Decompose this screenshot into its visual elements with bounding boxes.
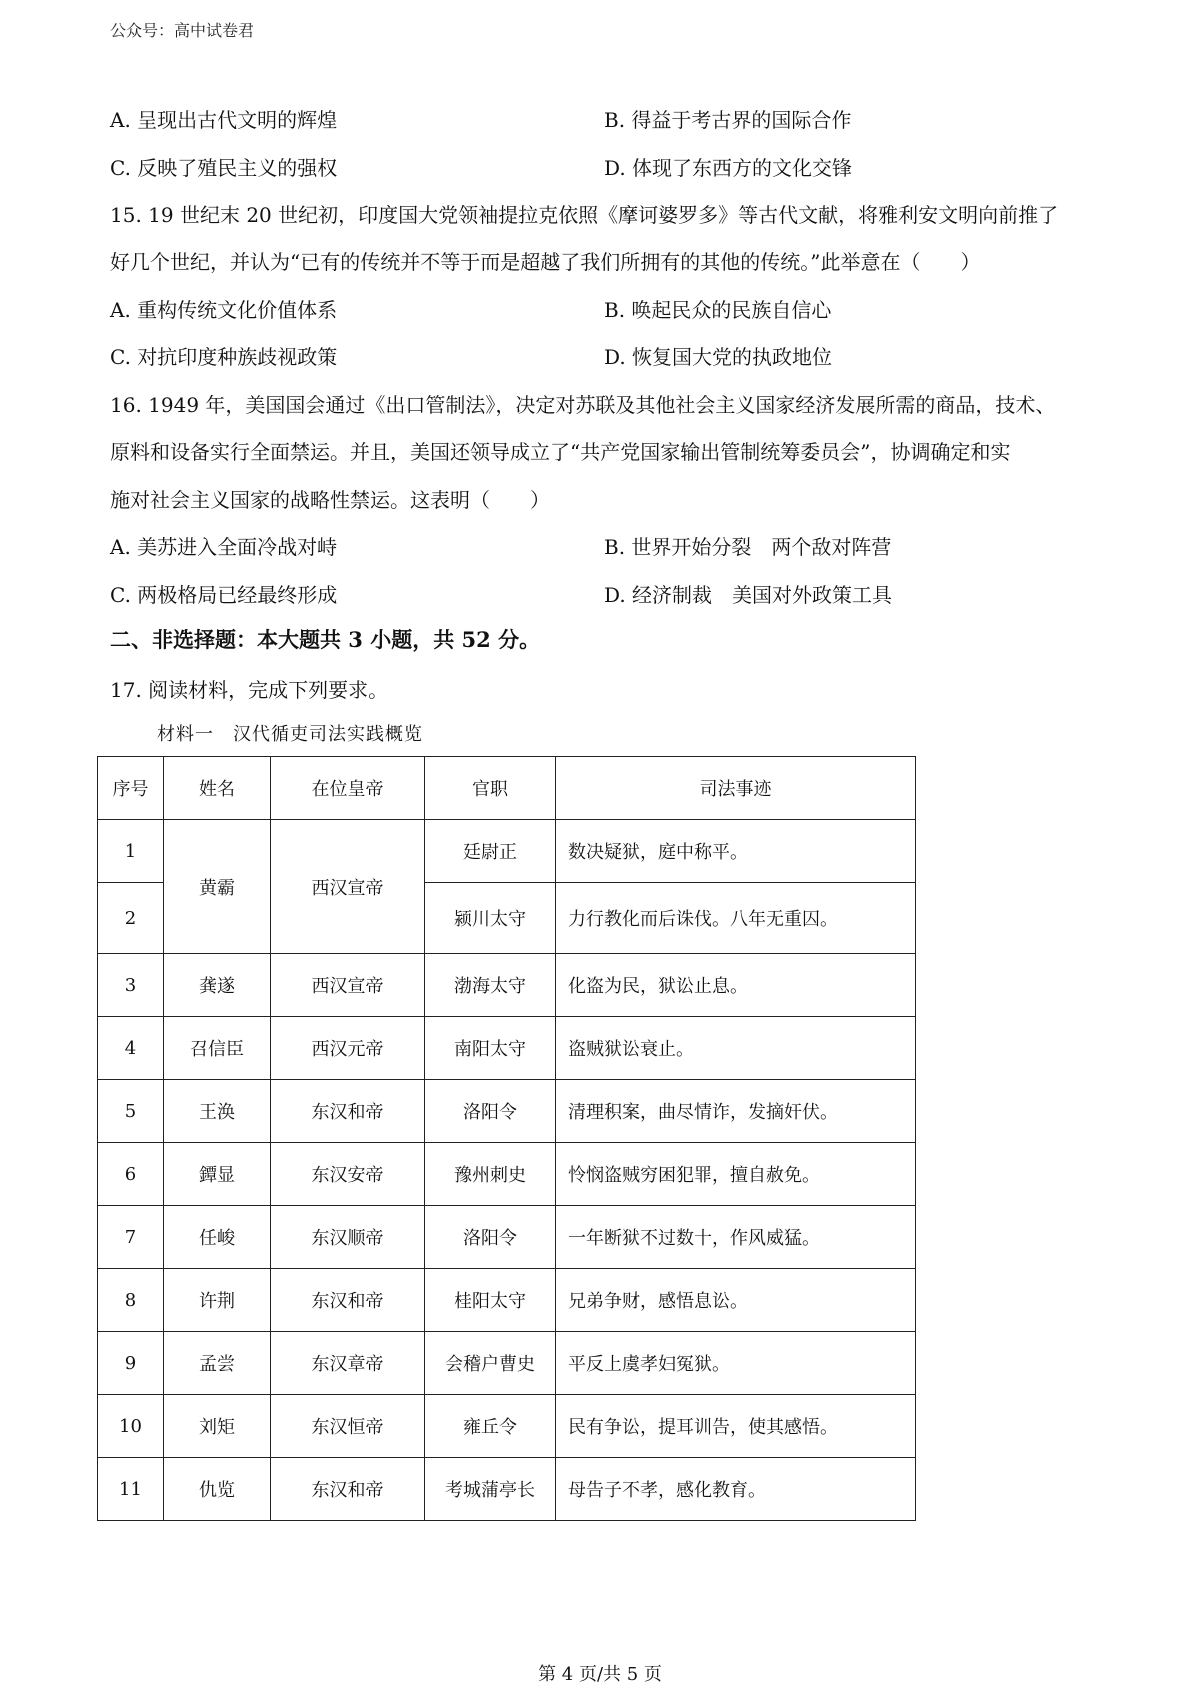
- judicial-deed: 兄弟争财，感悟息讼。: [556, 1269, 916, 1332]
- page-footer: 第 4 页/共 5 页: [538, 1664, 662, 1685]
- emperor: 东汉和帝: [271, 1269, 425, 1332]
- table-row: [98, 1458, 916, 1521]
- official-name: 仇览: [164, 1458, 271, 1521]
- table-header-cell: 序号: [98, 757, 164, 820]
- emperor: 西汉宣帝: [271, 954, 425, 1017]
- judicial-deed: 怜悯盗贼穷困犯罪，擅自赦免。: [556, 1143, 916, 1206]
- office-title: 渤海太守: [425, 954, 556, 1017]
- q14-option-a: A. 呈现出古代文明的辉煌: [110, 108, 338, 132]
- judicial-deed: 盗贼狱讼衰止。: [556, 1017, 916, 1080]
- judicial-deed: 清理积案，曲尽情诈，发摘奸伏。: [556, 1080, 916, 1143]
- table-row: [98, 1017, 916, 1080]
- q16-stem-line3: 施对社会主义国家的战略性禁运。这表明（ ）: [110, 488, 550, 512]
- official-name: 黄霸: [164, 820, 271, 954]
- emperor: 东汉安帝: [271, 1143, 425, 1206]
- table-header-cell: 司法事迹: [556, 757, 916, 820]
- emperor: 东汉和帝: [271, 1458, 425, 1521]
- table-row: [98, 1332, 916, 1395]
- judicial-table: [97, 756, 916, 1521]
- emperor: 东汉顺帝: [271, 1206, 425, 1269]
- table-row: [98, 1143, 916, 1206]
- office-title: 洛阳令: [425, 1080, 556, 1143]
- office-title: 廷尉正: [425, 820, 556, 883]
- judicial-deed: 平反上虞孝妇冤狱。: [556, 1332, 916, 1395]
- row-number: 1: [98, 820, 164, 883]
- judicial-deed: 力行教化而后诛伐。八年无重囚。: [556, 883, 916, 954]
- office-title: 豫州刺史: [425, 1143, 556, 1206]
- office-title: 南阳太守: [425, 1017, 556, 1080]
- q16-stem-line2: 原料和设备实行全面禁运。并且，美国还领导成立了“共产党国家输出管制统筹委员会”，协调确定和实: [110, 440, 1011, 464]
- q15-option-b: B. 唤起民众的民族自信心: [604, 298, 832, 322]
- emperor: 东汉和帝: [271, 1080, 425, 1143]
- office-title: 桂阳太守: [425, 1269, 556, 1332]
- q16-option-b: B. 世界开始分裂 两个敌对阵营: [604, 535, 892, 559]
- q15-stem-line2: 好几个世纪，并认为“已有的传统并不等于而是超越了我们所拥有的其他的传统。”此举意在（ ）: [110, 250, 981, 274]
- judicial-deed: 化盗为民，狱讼止息。: [556, 954, 916, 1017]
- table-row: [98, 1080, 916, 1143]
- official-name: 许荆: [164, 1269, 271, 1332]
- row-number: 7: [98, 1206, 164, 1269]
- office-title: 颍川太守: [425, 883, 556, 954]
- q15-option-d: D. 恢复国大党的执政地位: [604, 345, 833, 369]
- q14-option-d: D. 体现了东西方的文化交锋: [604, 156, 853, 180]
- table-row: [98, 820, 916, 883]
- table-row: [98, 1206, 916, 1269]
- judicial-deed: 民有争讼，提耳训告，使其感悟。: [556, 1395, 916, 1458]
- q16-option-c: C. 两极格局已经最终形成: [110, 583, 338, 607]
- q16-option-a: A. 美苏进入全面冷战对峙: [110, 535, 338, 559]
- row-number: 10: [98, 1395, 164, 1458]
- official-name: 鐔显: [164, 1143, 271, 1206]
- row-number: 5: [98, 1080, 164, 1143]
- row-number: 3: [98, 954, 164, 1017]
- office-title: 考城蒲亭长: [425, 1458, 556, 1521]
- official-name: 龚遂: [164, 954, 271, 1017]
- page-header: 公众号：高中试卷君: [110, 21, 255, 40]
- emperor: 东汉章帝: [271, 1332, 425, 1395]
- table-header-cell: 在位皇帝: [271, 757, 425, 820]
- emperor: 东汉恒帝: [271, 1395, 425, 1458]
- official-name: 刘矩: [164, 1395, 271, 1458]
- office-title: 雍丘令: [425, 1395, 556, 1458]
- table-row: [98, 1269, 916, 1332]
- table-row: [98, 1395, 916, 1458]
- official-name: 王涣: [164, 1080, 271, 1143]
- row-number: 11: [98, 1458, 164, 1521]
- table-row: [98, 954, 916, 1017]
- section-heading: 二、非选择题：本大题共 3 小题，共 52 分。: [110, 627, 541, 652]
- table-caption: 材料一 汉代循吏司法实践概览: [157, 724, 423, 745]
- emperor: 西汉元帝: [271, 1017, 425, 1080]
- q14-option-b: B. 得益于考古界的国际合作: [604, 108, 852, 132]
- judicial-deed: 一年断狱不过数十，作风威猛。: [556, 1206, 916, 1269]
- table-header-cell: 姓名: [164, 757, 271, 820]
- table-header-row: [98, 757, 916, 820]
- q17-stem: 17. 阅读材料，完成下列要求。: [110, 678, 389, 702]
- row-number: 2: [98, 883, 164, 954]
- office-title: 会稽户曹史: [425, 1332, 556, 1395]
- row-number: 9: [98, 1332, 164, 1395]
- judicial-deed: 母告子不孝，感化教育。: [556, 1458, 916, 1521]
- official-name: 任峻: [164, 1206, 271, 1269]
- emperor: 西汉宣帝: [271, 820, 425, 954]
- q15-option-c: C. 对抗印度种族歧视政策: [110, 345, 338, 369]
- row-number: 4: [98, 1017, 164, 1080]
- table-header-cell: 官职: [425, 757, 556, 820]
- official-name: 召信臣: [164, 1017, 271, 1080]
- q16-stem-line1: 16. 1949 年，美国国会通过《出口管制法》，决定对苏联及其他社会主义国家经济发展所需的商品，技术、: [110, 393, 1056, 417]
- office-title: 洛阳令: [425, 1206, 556, 1269]
- q15-stem-line1: 15. 19 世纪末 20 世纪初，印度国大党领袖提拉克依照《摩诃婆罗多》等古代文献，将雅利安文明向前推了: [110, 203, 1059, 227]
- judicial-deed: 数决疑狱，庭中称平。: [556, 820, 916, 883]
- row-number: 6: [98, 1143, 164, 1206]
- official-name: 孟尝: [164, 1332, 271, 1395]
- q15-option-a: A. 重构传统文化价值体系: [110, 298, 338, 322]
- row-number: 8: [98, 1269, 164, 1332]
- q16-option-d: D. 经济制裁 美国对外政策工具: [604, 583, 893, 607]
- q14-option-c: C. 反映了殖民主义的强权: [110, 156, 338, 180]
